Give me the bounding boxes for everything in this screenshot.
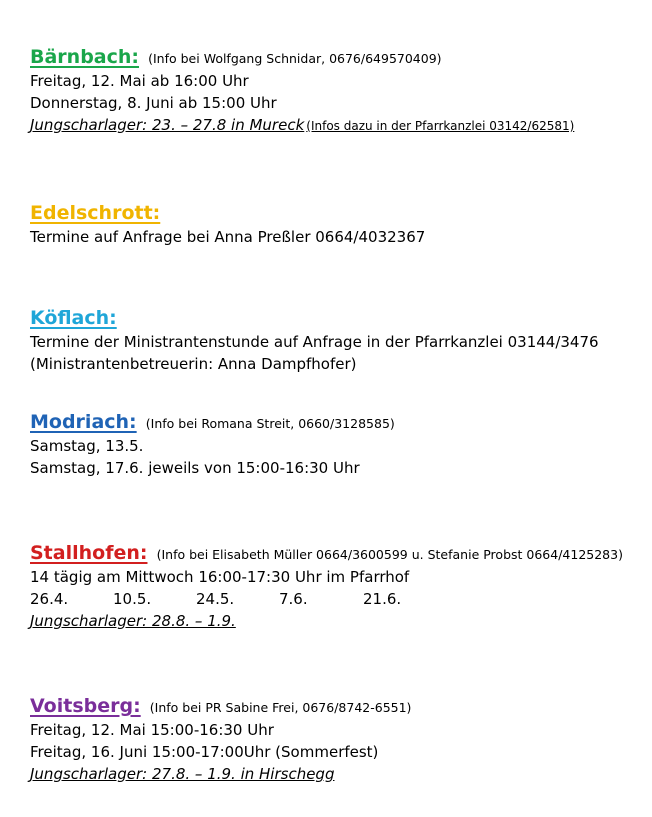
schedule-line: Freitag, 12. Mai ab 16:00 Uhr xyxy=(30,72,249,90)
section-title: Bärnbach: xyxy=(30,46,140,68)
camp-line xyxy=(30,610,642,632)
schedule-line: Samstag, 13.5. xyxy=(30,437,144,455)
section-modriach xyxy=(30,409,642,479)
section-koeflach xyxy=(30,305,642,375)
section-voitsberg xyxy=(30,693,642,785)
section-header xyxy=(30,305,642,331)
section-title: Voitsberg: xyxy=(30,695,141,717)
section-header xyxy=(30,44,642,70)
section-header xyxy=(30,693,642,719)
camp-text: Jungscharlager: 28.8. – 1.9. xyxy=(30,612,236,630)
schedule-line: 14 tägig am Mittwoch 16:00-17:30 Uhr im Pfarrhof xyxy=(30,568,410,586)
date-item: 7.6. xyxy=(279,590,308,608)
camp-text: Jungscharlager: 27.8. – 1.9. in Hirschegg xyxy=(30,765,335,783)
schedule-line: Samstag, 17.6. jeweils von 15:00-16:30 Uhr xyxy=(30,459,360,477)
section-header xyxy=(30,200,642,226)
schedule-line: Freitag, 12. Mai 15:00-16:30 Uhr xyxy=(30,721,274,739)
schedule-line: (Ministrantenbetreuerin: Anna Dampfhofer) xyxy=(30,355,357,373)
schedule-line: Termine der Ministrantenstunde auf Anfrage in der Pfarrkanzlei 03144/3476 xyxy=(30,333,599,351)
schedule-line: Donnerstag, 8. Juni ab 15:00 Uhr xyxy=(30,94,277,112)
date-list xyxy=(30,588,642,610)
section-header xyxy=(30,540,642,566)
date-item: 21.6. xyxy=(363,590,402,608)
section-title: Modriach: xyxy=(30,411,137,433)
section-baernbach xyxy=(30,44,642,137)
section-edelschrott xyxy=(30,200,642,248)
section-stallhofen xyxy=(30,540,642,632)
camp-text: Jungscharlager: 23. – 27.8 in Mureck xyxy=(30,116,305,134)
section-info: (Info bei Wolfgang Schnidar, 0676/649570409) xyxy=(148,51,442,66)
section-header xyxy=(30,409,642,435)
section-info: (Info bei Elisabeth Müller 0664/3600599 u. Stefanie Probst 0664/4125283) xyxy=(156,547,623,562)
section-info: (Info bei PR Sabine Frei, 0676/8742-6551) xyxy=(149,700,412,715)
camp-note: (Infos dazu in der Pfarrkanzlei 03142/62581) xyxy=(306,119,575,133)
date-item: 10.5. xyxy=(113,590,152,608)
schedule-line: Termine auf Anfrage bei Anna Preßler 0664/4032367 xyxy=(30,228,426,246)
camp-line xyxy=(30,114,642,137)
date-item: 26.4. xyxy=(30,590,69,608)
section-title: Stallhofen: xyxy=(30,542,148,564)
section-info: (Info bei Romana Streit, 0660/3128585) xyxy=(145,416,395,431)
section-title: Köflach: xyxy=(30,307,117,329)
schedule-line: Freitag, 16. Juni 15:00-17:00Uhr (Sommerfest) xyxy=(30,743,379,761)
date-item: 24.5. xyxy=(196,590,235,608)
section-title: Edelschrott: xyxy=(30,202,161,224)
camp-line xyxy=(30,763,642,785)
